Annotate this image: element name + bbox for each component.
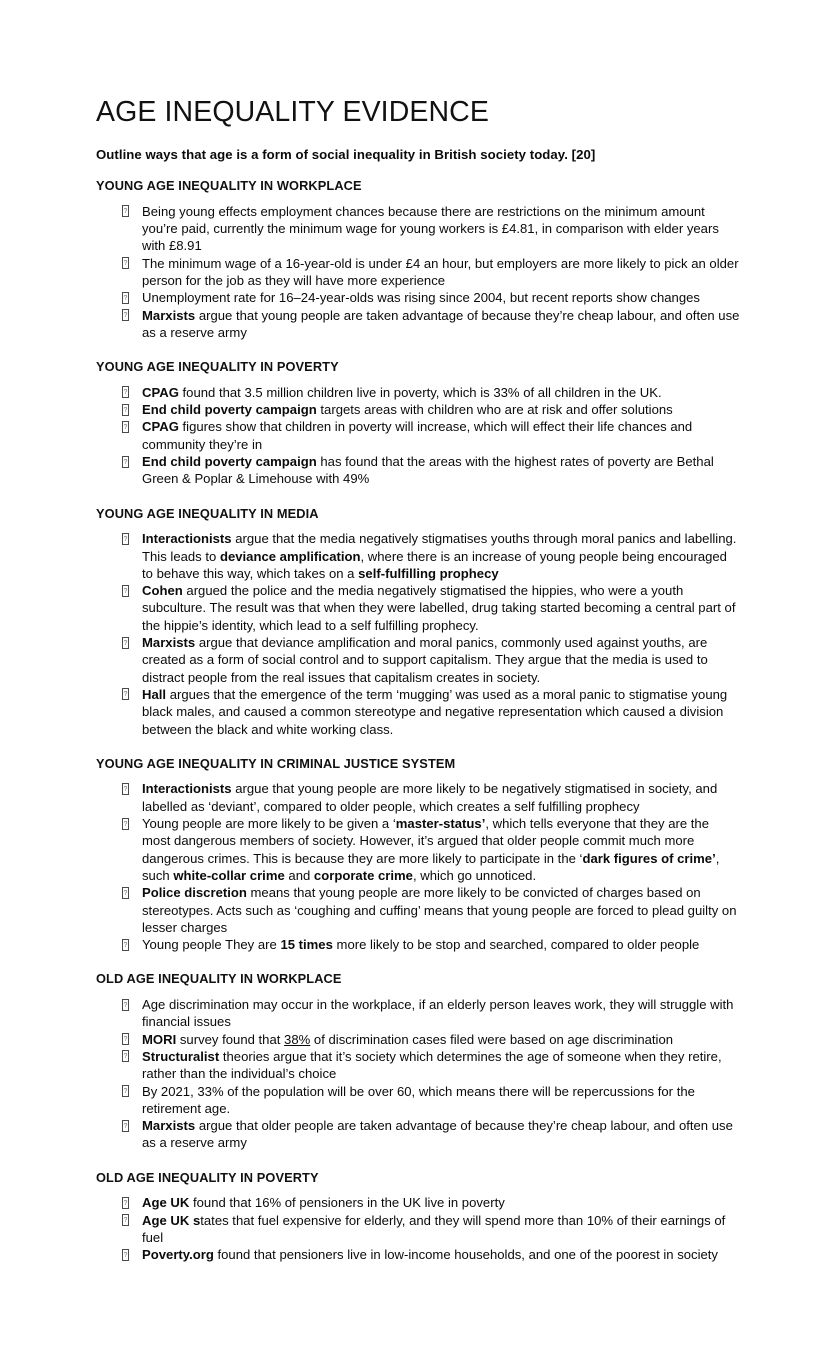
list-item-text bbox=[142, 1118, 733, 1150]
list-item-text bbox=[142, 583, 735, 633]
bullet-marker-icon: ? bbox=[122, 386, 129, 398]
section-heading: OLD AGE INEQUALITY IN WORKPLACE bbox=[96, 971, 342, 987]
list-item bbox=[96, 1031, 740, 1048]
list-item-text bbox=[142, 1247, 718, 1262]
bullet-marker-icon: ? bbox=[122, 1033, 129, 1045]
bullet-marker-icon: ? bbox=[122, 637, 129, 649]
list-item-text bbox=[142, 385, 662, 400]
list-item bbox=[96, 307, 740, 342]
list-item bbox=[96, 289, 740, 306]
emphasis-bold: Age UK bbox=[142, 1195, 190, 1211]
bullet-marker-icon: ? bbox=[122, 1249, 129, 1261]
emphasis-bold: master-status’ bbox=[395, 816, 486, 832]
bullet-marker-icon: ? bbox=[122, 1197, 129, 1209]
list-item-text bbox=[142, 885, 736, 935]
text-run: argue that young people are taken advantage of because they’re cheap labour, and often use as a reserve army bbox=[142, 307, 740, 340]
emphasis-bold: Marxists bbox=[142, 1118, 196, 1134]
list-item bbox=[96, 936, 740, 953]
list-item bbox=[96, 1048, 740, 1083]
emphasis-bold: CPAG bbox=[142, 419, 179, 435]
list-item bbox=[96, 418, 740, 453]
bullet-list bbox=[96, 1194, 740, 1263]
text-run: Young people are more likely to be given a ‘ bbox=[142, 816, 396, 832]
bullet-marker-icon: ? bbox=[122, 939, 129, 951]
text-run: argue that deviance amplification and moral panics, commonly used against youths, are created as a form of social control and to support capitalism. They argue that the media is used to distract people from the real issues that capitalism creates in society. bbox=[142, 635, 708, 685]
text-run: means that young people are more likely to be convicted of charges based on stereotypes. Acts such as ‘coughing and cuffing’ means that young people are forced to plead guilty on lesser charges bbox=[142, 885, 737, 935]
list-item bbox=[96, 634, 740, 686]
bullet-marker-icon: ? bbox=[122, 887, 129, 899]
bullet-marker-icon: ? bbox=[122, 257, 129, 269]
list-item bbox=[96, 582, 740, 634]
text-run: Unemployment rate for 16–24-year-olds was rising since 2004, but recent reports show changes bbox=[142, 290, 700, 306]
list-item-text bbox=[142, 204, 719, 254]
text-run: Young people They are bbox=[142, 937, 281, 953]
bullet-marker-icon: ? bbox=[122, 292, 129, 304]
list-item bbox=[96, 1083, 740, 1118]
emphasis-bold: dark figures of crime’ bbox=[582, 850, 716, 866]
text-run: argue that young people are more likely to be negatively stigmatised in society, and labelled as ‘deviant’, compared to older people, which creates a self fulfilling prophecy bbox=[142, 781, 718, 814]
bullet-marker-icon: ? bbox=[122, 456, 129, 468]
emphasis-bold: Marxists bbox=[142, 307, 196, 323]
emphasis-bold: Police discretion bbox=[142, 885, 247, 901]
text-run: found that pensioners live in low-income households, and one of the poorest in society bbox=[213, 1247, 718, 1263]
bullet-marker-icon: ? bbox=[122, 205, 129, 217]
sections-container bbox=[96, 178, 740, 1263]
text-run: argue that the media negatively stigmatises youths through moral panics and labelling. This leads to bbox=[142, 531, 737, 564]
list-item bbox=[96, 1194, 740, 1211]
bullet-marker-icon: ? bbox=[122, 1120, 129, 1132]
list-item-text bbox=[142, 635, 708, 685]
list-item bbox=[96, 384, 740, 401]
list-item-text bbox=[142, 937, 699, 952]
section bbox=[96, 971, 740, 1151]
text-run: , where there is an increase of young people being encouraged to behave this way, which takes on a bbox=[142, 548, 727, 581]
text-run: The minimum wage of a 16-year-old is under £4 an hour, but employers are more likely to pick an older person for the job as they will have more experience bbox=[142, 255, 739, 289]
list-item-text bbox=[142, 290, 700, 305]
bullet-list bbox=[96, 384, 740, 488]
text-run: has found that the areas with the highest rates of poverty are Bethal Green & Poplar & Limehouse with 49% bbox=[142, 454, 714, 487]
list-item bbox=[96, 1117, 740, 1152]
list-item-text bbox=[142, 402, 673, 417]
list-item-text bbox=[142, 454, 714, 486]
list-item bbox=[96, 1212, 740, 1247]
text-run: more likely to be stop and searched, compared to older people bbox=[332, 937, 700, 953]
section-heading: YOUNG AGE INEQUALITY IN POVERTY bbox=[96, 359, 339, 375]
bullet-marker-icon: ? bbox=[122, 783, 129, 795]
list-item-text bbox=[142, 1049, 722, 1081]
text-run: argued the police and the media negatively stigmatised the hippies, who were a youth subculture. The result was that when they were labelled, drug taking started becoming a central part of the hippie’s identity, which lead to a self fulfilling prophecy. bbox=[142, 583, 736, 633]
section bbox=[96, 178, 740, 341]
bullet-marker-icon: ? bbox=[122, 1085, 129, 1097]
emphasis-bold: deviance amplification bbox=[219, 548, 361, 564]
bullet-marker-icon: ? bbox=[122, 421, 129, 433]
list-item-text bbox=[142, 1195, 505, 1210]
bullet-list bbox=[96, 530, 740, 738]
section bbox=[96, 359, 740, 487]
list-item-text bbox=[142, 997, 733, 1029]
list-item bbox=[96, 203, 740, 255]
text-run: , which go unnoticed. bbox=[412, 867, 537, 883]
text-run: , such bbox=[142, 850, 720, 883]
list-item-text bbox=[142, 1213, 725, 1245]
text-run: Being young effects employment chances because there are restrictions on the minimum amount you’re paid, currently the minimum wage for young workers is £4.81, in comparison with elder years with £8.91 bbox=[142, 203, 719, 254]
bullet-marker-icon: ? bbox=[122, 999, 129, 1011]
emphasis-bold: Age UK s bbox=[142, 1212, 201, 1228]
bullet-list bbox=[96, 996, 740, 1152]
bullet-marker-icon: ? bbox=[122, 688, 129, 700]
text-run: found that 16% of pensioners in the UK live in poverty bbox=[189, 1195, 505, 1211]
list-item-text bbox=[142, 531, 736, 581]
text-run: theories argue that it’s society which determines the age of someone when they retire, rather than the individual’s choice bbox=[142, 1048, 722, 1082]
text-run: Age discrimination may occur in the workplace, if an elderly person leaves work, they will struggle with financial issues bbox=[142, 997, 734, 1030]
list-item bbox=[96, 255, 740, 290]
list-item bbox=[96, 996, 740, 1031]
section-heading: YOUNG AGE INEQUALITY IN CRIMINAL JUSTICE SYSTEM bbox=[96, 755, 456, 771]
list-item-text bbox=[142, 1084, 695, 1116]
list-item-text bbox=[142, 781, 717, 813]
bullet-marker-icon: ? bbox=[122, 1214, 129, 1226]
emphasis-bold: End child poverty campaign bbox=[142, 402, 317, 418]
emphasis-bold: Cohen bbox=[142, 583, 183, 599]
bullet-marker-icon: ? bbox=[122, 404, 129, 416]
list-item bbox=[96, 1246, 740, 1263]
section bbox=[96, 756, 740, 954]
text-run: , which tells everyone that they are the most dangerous members of society. However, it’s argued that older people commit much more dangerous crimes. This is because they are more likely to participate in the ‘ bbox=[142, 816, 710, 866]
list-item-text bbox=[142, 419, 692, 451]
text-run: targets areas with children who are at risk and offer solutions bbox=[316, 402, 673, 418]
section bbox=[96, 506, 740, 738]
list-item-text bbox=[142, 1032, 673, 1047]
emphasis-bold: corporate crime bbox=[313, 867, 413, 883]
emphasis-bold: End child poverty campaign bbox=[142, 454, 317, 470]
list-item bbox=[96, 780, 740, 815]
page-title: AGE INEQUALITY EVIDENCE bbox=[96, 96, 489, 128]
list-item bbox=[96, 453, 740, 488]
list-item bbox=[96, 884, 740, 936]
text-run: By 2021, 33% of the population will be over 60, which means there will be repercussions for the retirement age. bbox=[142, 1083, 695, 1116]
text-run: tates that fuel expensive for elderly, and they will spend more than 10% of their earnings of fuel bbox=[142, 1212, 726, 1245]
emphasis-bold: Poverty.org bbox=[142, 1247, 214, 1263]
list-item-text bbox=[142, 687, 727, 737]
emphasis-bold: Interactionists bbox=[142, 531, 232, 547]
text-run: and bbox=[284, 867, 314, 883]
section bbox=[96, 1170, 740, 1264]
text-run: argues that the emergence of the term ‘mugging’ was used as a moral panic to stigmatise young black males, and caused a common stereotype and negative representation which caused a division between the black and white working class. bbox=[142, 686, 728, 737]
text-run: argue that older people are taken advantage of because they’re cheap labour, and often use as a reserve army bbox=[142, 1118, 733, 1151]
emphasis-bold: MORI bbox=[142, 1031, 177, 1047]
emphasis-bold: CPAG bbox=[142, 384, 179, 400]
text-run: found that 3.5 million children live in poverty, which is 33% of all children in the UK. bbox=[178, 384, 662, 400]
emphasis-bold: Hall bbox=[142, 686, 167, 702]
bullet-list bbox=[96, 780, 740, 953]
list-item bbox=[96, 686, 740, 738]
text-run: of discrimination cases filed were based on age discrimination bbox=[310, 1031, 674, 1047]
bullet-marker-icon: ? bbox=[122, 1050, 129, 1062]
emphasis-bold: Interactionists bbox=[142, 781, 232, 797]
bullet-list bbox=[96, 203, 740, 341]
list-item-text bbox=[142, 308, 739, 340]
bullet-marker-icon: ? bbox=[122, 533, 129, 545]
section-heading: YOUNG AGE INEQUALITY IN WORKPLACE bbox=[96, 178, 362, 194]
emphasis-bold: self-fulfilling prophecy bbox=[358, 565, 499, 581]
list-item bbox=[96, 401, 740, 418]
bullet-marker-icon: ? bbox=[122, 818, 129, 830]
essay-question-prompt: Outline ways that age is a form of social inequality in British society today. [20] bbox=[96, 147, 596, 163]
text-run: figures show that children in poverty will increase, which will effect their life chances and community they’re in bbox=[142, 419, 693, 452]
emphasis-bold: Structuralist bbox=[142, 1048, 220, 1064]
emphasis-bold: Marxists bbox=[142, 635, 196, 651]
bullet-marker-icon: ? bbox=[122, 309, 129, 321]
emphasis-bold: 15 times bbox=[280, 937, 333, 953]
section-heading: OLD AGE INEQUALITY IN POVERTY bbox=[96, 1169, 319, 1185]
list-item bbox=[96, 815, 740, 884]
section-heading: YOUNG AGE INEQUALITY IN MEDIA bbox=[96, 505, 319, 521]
text-run: survey found that bbox=[176, 1031, 285, 1047]
list-item-text bbox=[142, 256, 739, 288]
bullet-marker-icon: ? bbox=[122, 585, 129, 597]
list-item bbox=[96, 530, 740, 582]
emphasis-bold: white-collar crime bbox=[173, 867, 285, 883]
list-item-text bbox=[142, 816, 719, 883]
emphasis-underline: 38% bbox=[284, 1031, 311, 1047]
